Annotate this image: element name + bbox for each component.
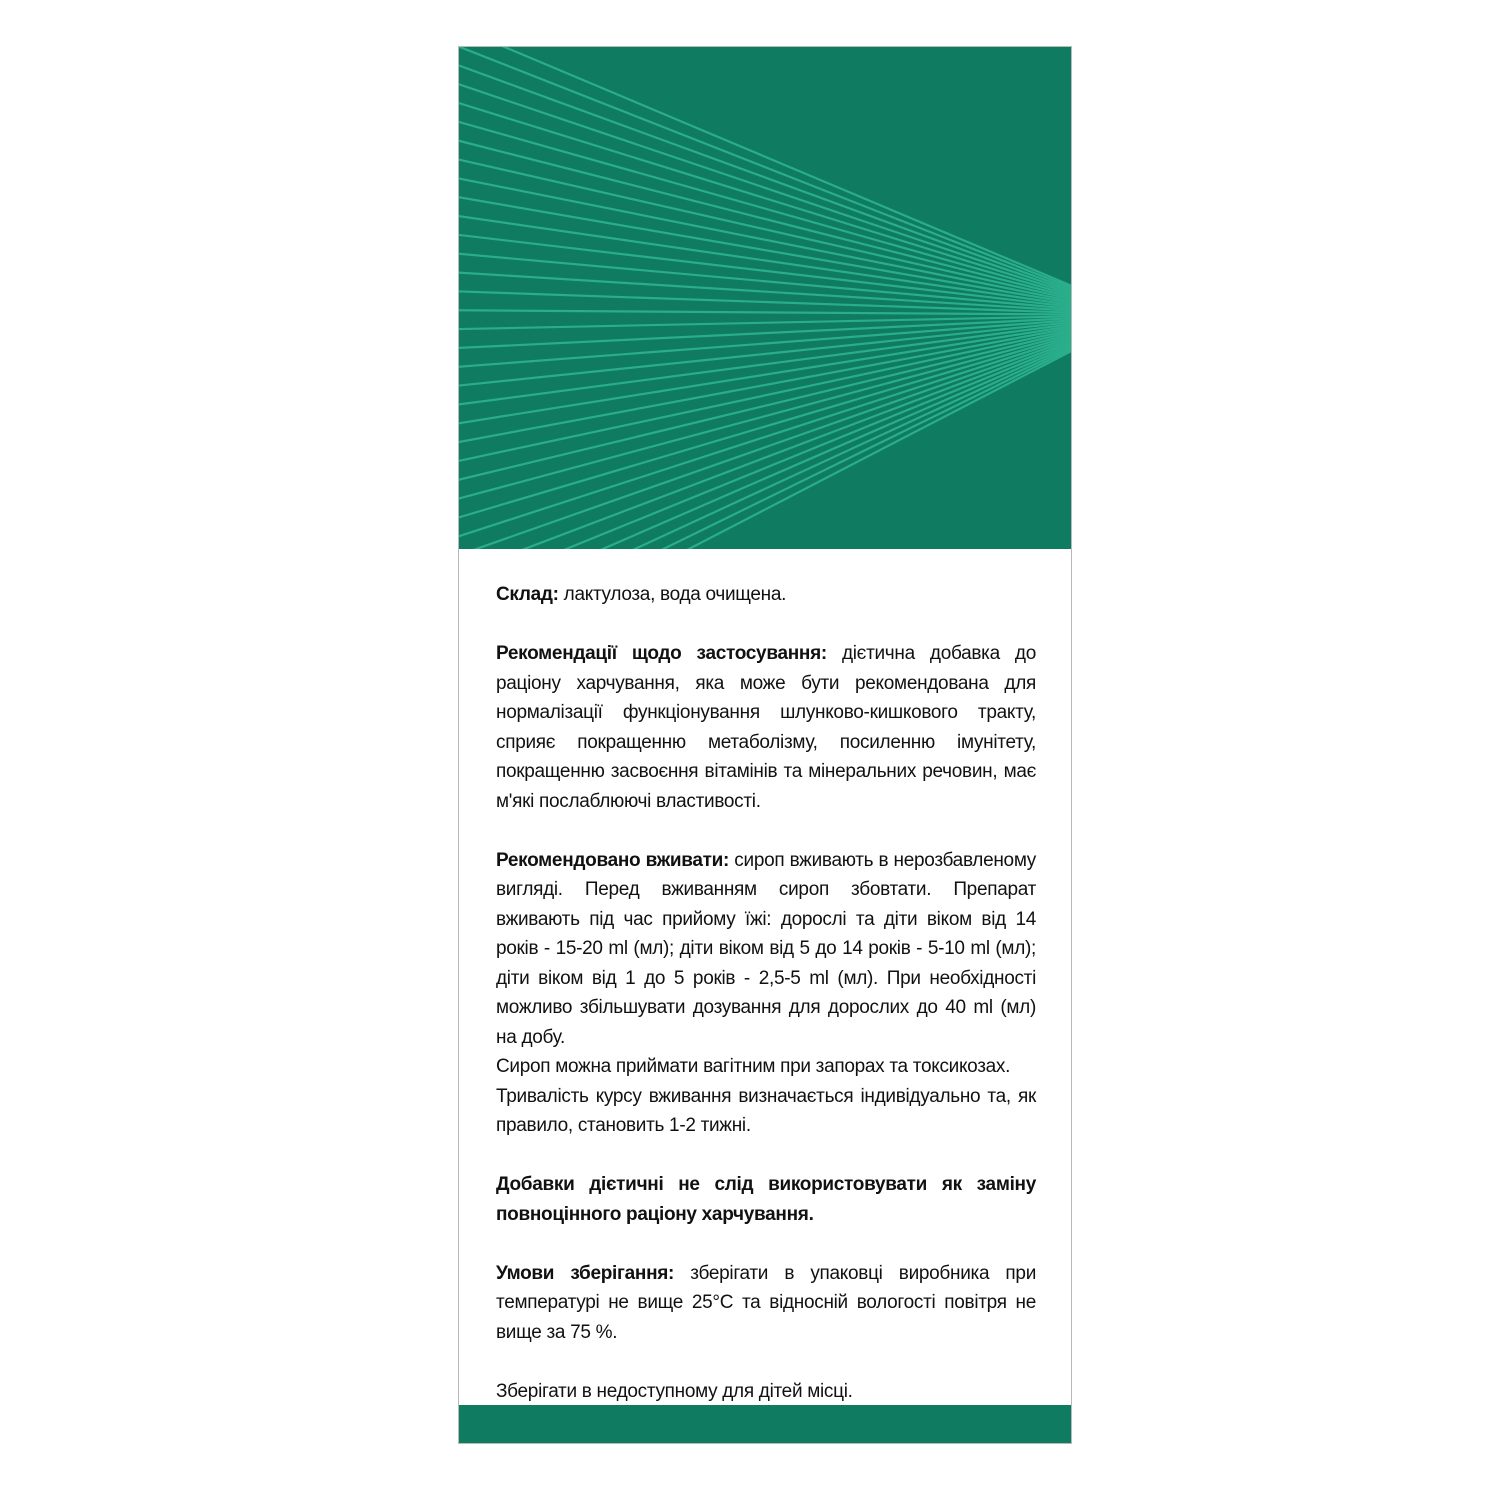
- label-text: [496, 580, 1036, 1406]
- recommendations-section: [496, 639, 1036, 816]
- recommendations-text: дієтична добавка до раціону харчування, яка може бути рекомендована для нормалізації функціонування шлунково-кишкового тракту, сприяє покращенню метаболізму, посиленню імунітету, покращенню засвоєння вітамінів та мінеральних речовин, має м'які послаблюючі властивості.: [496, 643, 1036, 812]
- usage-section: [496, 846, 1036, 1141]
- supplement-warning: Добавки дієтичні не слід використовувати як заміну повноцінного раціону харчування.: [496, 1174, 1036, 1225]
- usage-pregnancy-line: Сироп можна приймати вагітним при запорах та токсикозах.: [496, 1056, 1011, 1077]
- usage-duration-line: Тривалість курсу вживання визначається індивідуально та, як правило, становить 1-2 тижні.: [496, 1085, 1036, 1136]
- children-warning: Зберігати в недоступному для дітей місці.: [496, 1380, 853, 1402]
- storage-section: [496, 1259, 1036, 1348]
- label-panel: [458, 46, 1072, 1444]
- usage-paragraph: [496, 846, 1036, 1053]
- decorative-banner: [459, 47, 1071, 549]
- usage-label: Рекомендовано вживати:: [496, 849, 730, 871]
- composition-section: [496, 580, 1036, 610]
- ray-line: [459, 310, 1071, 315]
- usage-text: сироп вживають в нерозбавленому вигляді. Перед вживанням сироп збовтати. Препарат вживають під час прийому їжі: дорослі та діти віком від 14 років - 15-20 ml (мл); діти віком від 5 до 14 років - 5-10 ml (мл); діти віком від 1 до 5 років - 2,5-5 ml (мл). При необхідності можливо збільшувати дозування для дорослих до 40 ml (мл) на добу.: [496, 849, 1036, 1048]
- storage-text: зберігати в упаковці виробника при температурі не вище 25°C та відносній вологості повітря не вище за 75 %.: [496, 1262, 1037, 1343]
- ray-lines-graphic: [459, 47, 1071, 549]
- footer-bar: [459, 1405, 1071, 1443]
- composition-label: Склад:: [496, 584, 559, 605]
- storage-label: Умови зберігання:: [496, 1262, 675, 1284]
- recommendations-label: Рекомендації щодо застосування:: [496, 643, 827, 664]
- composition-text: лактулоза, вода очищена.: [558, 584, 787, 605]
